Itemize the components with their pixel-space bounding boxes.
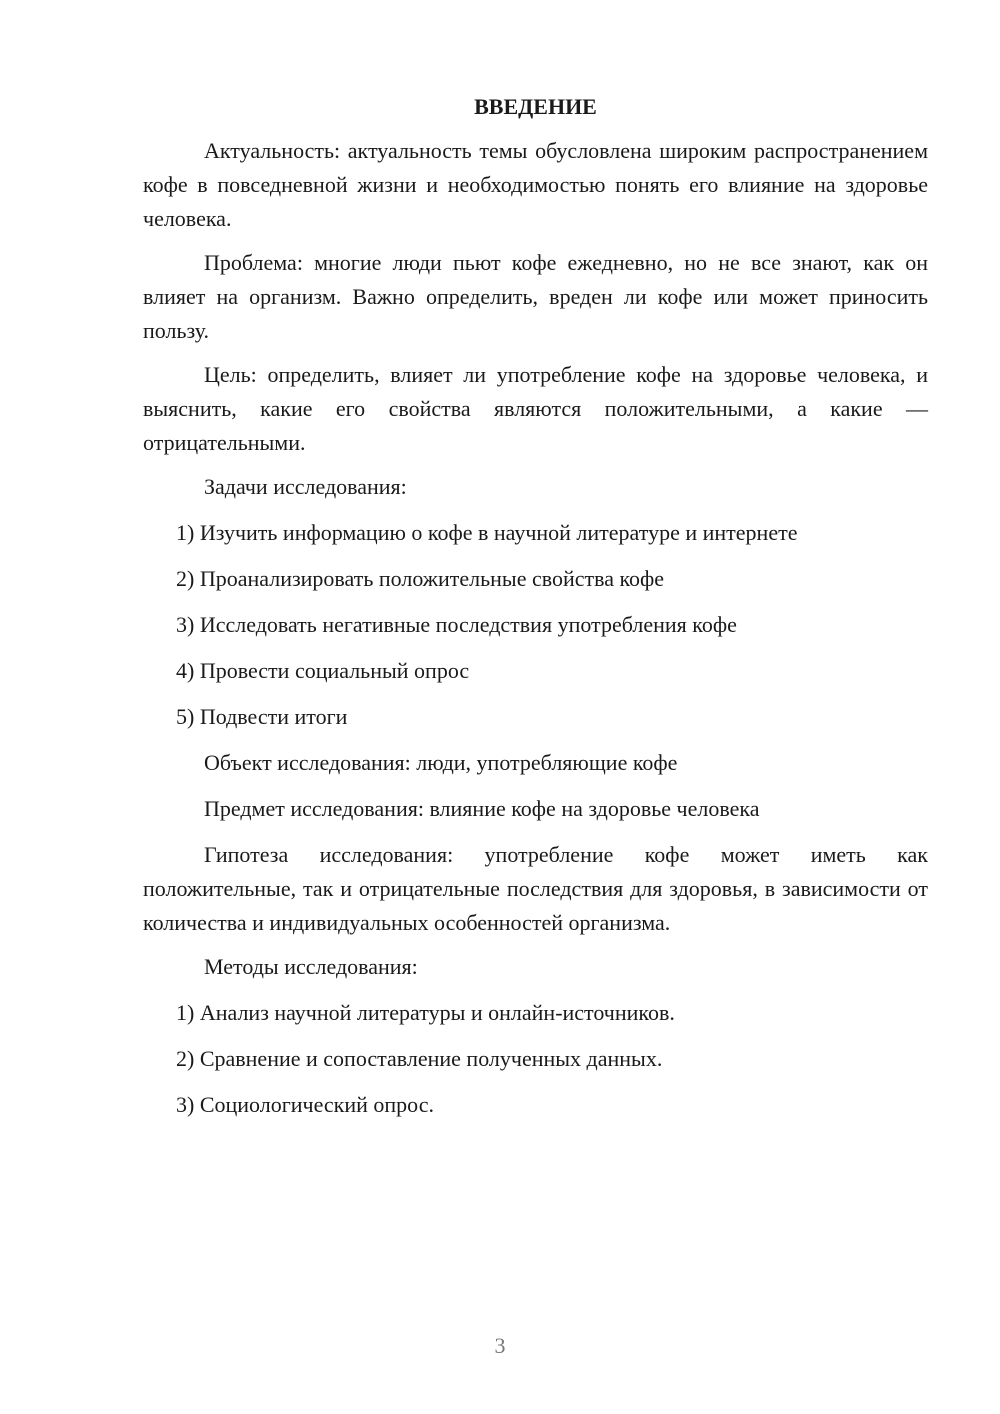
problem-paragraph: Проблема: многие люди пьют кофе ежедневно, но не все знают, как он влияет на организм. Важно определить, вреден ли кофе или может приносить пользу. <box>143 250 928 343</box>
document-page <box>143 92 928 1134</box>
method-item: 3) Социологический опрос. <box>176 1092 434 1117</box>
method-item: 1) Анализ научной литературы и онлайн-источников. <box>176 1000 675 1025</box>
task-item: 3) Исследовать негативные последствия употребления кофе <box>176 612 737 637</box>
task-item: 1) Изучить информацию о кофе в научной литературе и интернете <box>176 520 798 545</box>
object-line: Объект исследования: люди, употребляющие кофе <box>204 750 678 775</box>
task-item: 2) Проанализировать положительные свойства кофе <box>176 566 665 591</box>
tasks-heading: Задачи исследования: <box>204 474 407 499</box>
task-item: 4) Провести социальный опрос <box>176 658 470 683</box>
task-item: 5) Подвести итоги <box>176 704 348 729</box>
relevance-paragraph: Актуальность: актуальность темы обусловлена широким распространением кофе в повседневной жизни и необходимостью понять его влияние на здоровье человека. <box>143 138 928 231</box>
goal-paragraph: Цель: определить, влияет ли употребление кофе на здоровье человека, и выяснить, какие его свойства являются положительными, а какие — отрицательными. <box>143 362 928 455</box>
subject-line: Предмет исследования: влияние кофе на здоровье человека <box>204 796 760 821</box>
methods-heading: Методы исследования: <box>204 954 418 979</box>
hypothesis-paragraph: Гипотеза исследования: употребление кофе может иметь как положительные, так и отрицательные последствия для здоровья, в зависимости от количества и индивидуальных особенностей организма. <box>143 842 928 935</box>
page-title: ВВЕДЕНИЕ <box>474 94 597 119</box>
method-item: 2) Сравнение и сопоставление полученных данных. <box>176 1046 663 1071</box>
page-number: 3 <box>494 1333 506 1358</box>
